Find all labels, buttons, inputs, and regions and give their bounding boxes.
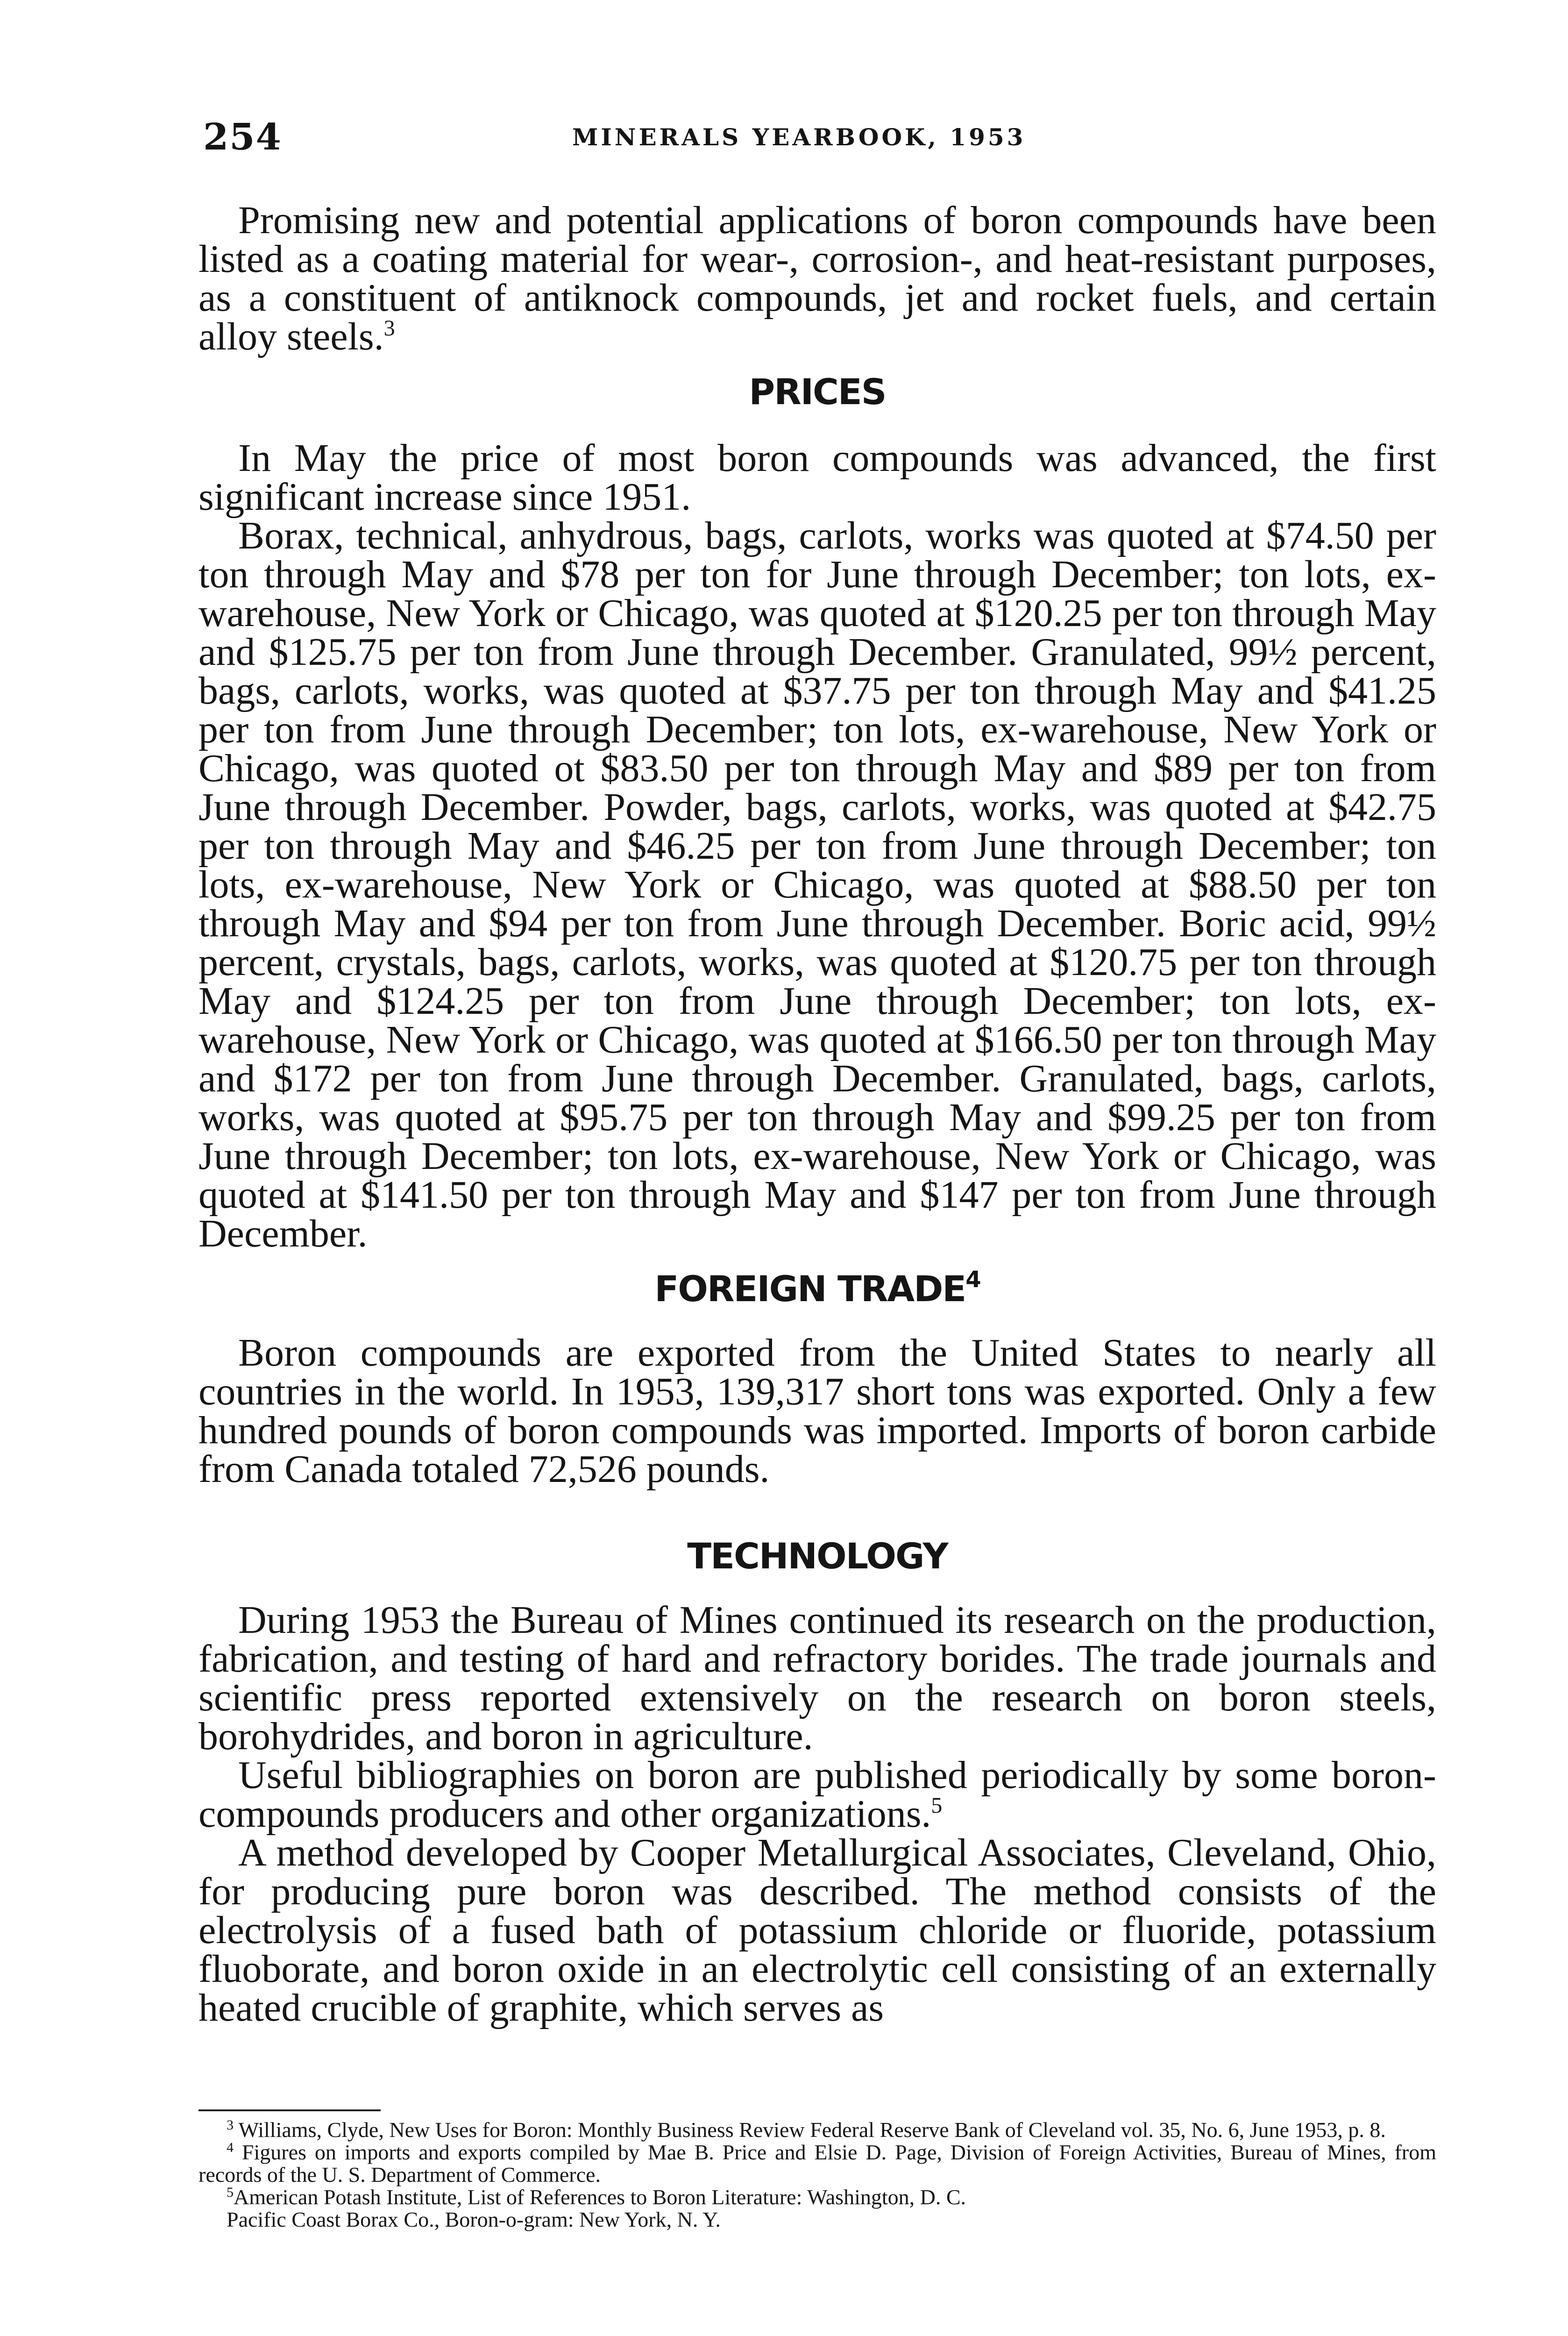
technology-paragraph-3: A method developed by Cooper Metallurgical Associates, Cleveland, Ohio, for producing pure boron was described. The method consists of the electrolysis of a fused bath of potassium chloride or fluoride, potassium fluoborate, and boron oxide in an electrolytic cell consisting of an externally heated crucible of graphite, which serves as: [199, 1831, 1436, 2030]
footnote-3: [199, 2119, 1436, 2141]
footnote-mark: 5: [227, 2185, 234, 2200]
footnote-divider: [199, 2109, 381, 2111]
technology-heading: TECHNOLOGY: [687, 1535, 948, 1577]
footnote-mark: 3: [227, 2117, 234, 2133]
footnote-text: Pacific Coast Borax Co., Boron-o-gram: New York, N. Y.: [227, 2208, 721, 2231]
footnote-5: [199, 2186, 1436, 2208]
foreign-trade-paragraph: Boron compounds are exported from the United States to nearly all countries in the world. In 1953, 139,317 short tons was exported. Only a few hundred pounds of boron compounds was imported. Imports of boron carbide from Canada totaled 72,526 pounds.: [199, 1331, 1436, 1491]
prices-paragraph-1: In May the price of most boron compounds was advanced, the first significant increase since 1951.: [199, 436, 1436, 519]
footnote-ref-5[interactable]: 5: [931, 1793, 943, 1818]
page-number: 254: [203, 116, 282, 158]
technology-paragraph-2-text: Useful bibliographies on boron are published periodically by some boron-compounds producers and other organizations.: [199, 1753, 1436, 1836]
footnote-ref-3[interactable]: 3: [383, 316, 395, 341]
footnote-ref-4[interactable]: 4: [965, 1267, 980, 1293]
prices-heading: PRICES: [749, 371, 886, 413]
footnote-4: [199, 2141, 1436, 2186]
page-header: [203, 116, 1429, 163]
footnote-text: Figures on imports and exports compiled by Mae B. Price and Elsie D. Page, Division of Foreign Activities, Bureau of Mines, from records of the U. S. Department of Commerce.: [199, 2140, 1436, 2186]
footnote-text: American Potash Institute, List of References to Boron Literature: Washington, D. C.: [234, 2185, 966, 2209]
footnote-text: Williams, Clyde, New Uses for Boron: Monthly Business Review Federal Reserve Bank of Cleveland vol. 35, No. 6, June 1953, p. 8.: [238, 2118, 1386, 2142]
foreign-trade-heading: [199, 1263, 1436, 1315]
intro-text: Promising new and potential applications of boron compounds have been listed as a coating material for wear-, corrosion-, and heat-resistant purposes, as a constituent of antiknock compounds, jet and rocket fuels, and certain alloy steels.: [199, 199, 1436, 358]
footnote-mark: 4: [227, 2140, 234, 2155]
prices-paragraph-2: Borax, technical, anhydrous, bags, carlots, works was quoted at $74.50 per ton through May and $78 per ton for June through December; ton lots, ex-warehouse, New York or Chicago, was quoted at $120.25 per ton through May and $125.75 per ton from June through December. Granulated, 99½ percent, bags, carlots, works, was quoted at $37.75 per ton through May and $41.25 per ton from June through December; ton lots, ex-warehouse, New York or Chicago, was quoted ot $83.50 per ton through May and $89 per ton from June through December. Powder, bags, carlots, works, was quoted at $42.75 per ton through May and $46.25 per ton from June through December; ton lots, ex-warehouse, New York or Chicago, was quoted at $88.50 per ton through May and $94 per ton from June through December. Boric acid, 99½ percent, crystals, bags, carlots, works, was quoted at $120.75 per ton through May and $124.25 per ton from June through December; ton lots, ex-warehouse, New York or Chicago, was quoted at $166.50 per ton through May and $172 per ton from June through December. Granulated, bags, carlots, works, was quoted at $95.75 per ton through May and $99.25 per ton from June through December; ton lots, ex-warehouse, New York or Chicago, was quoted at $141.50 per ton through May and $147 per ton from June through December.: [199, 514, 1436, 1255]
running-title: MINERALS YEARBOOK, 1953: [572, 123, 1026, 151]
technology-paragraph-1: During 1953 the Bureau of Mines continued its research on the production, fabrication, and testing of hard and refractory borides. The trade journals and scientific press reported extensively on the research on boron steels, borohydrides, and boron in agriculture.: [199, 1598, 1436, 1758]
footnotes: [199, 2119, 1436, 2231]
intro-paragraph: [199, 201, 1436, 356]
foreign-trade-heading-text: FOREIGN TRADE: [654, 1268, 966, 1310]
footnote-5-continued: [199, 2208, 1436, 2231]
body-text: [199, 199, 1436, 2030]
technology-paragraph-2: [199, 1753, 1436, 1836]
